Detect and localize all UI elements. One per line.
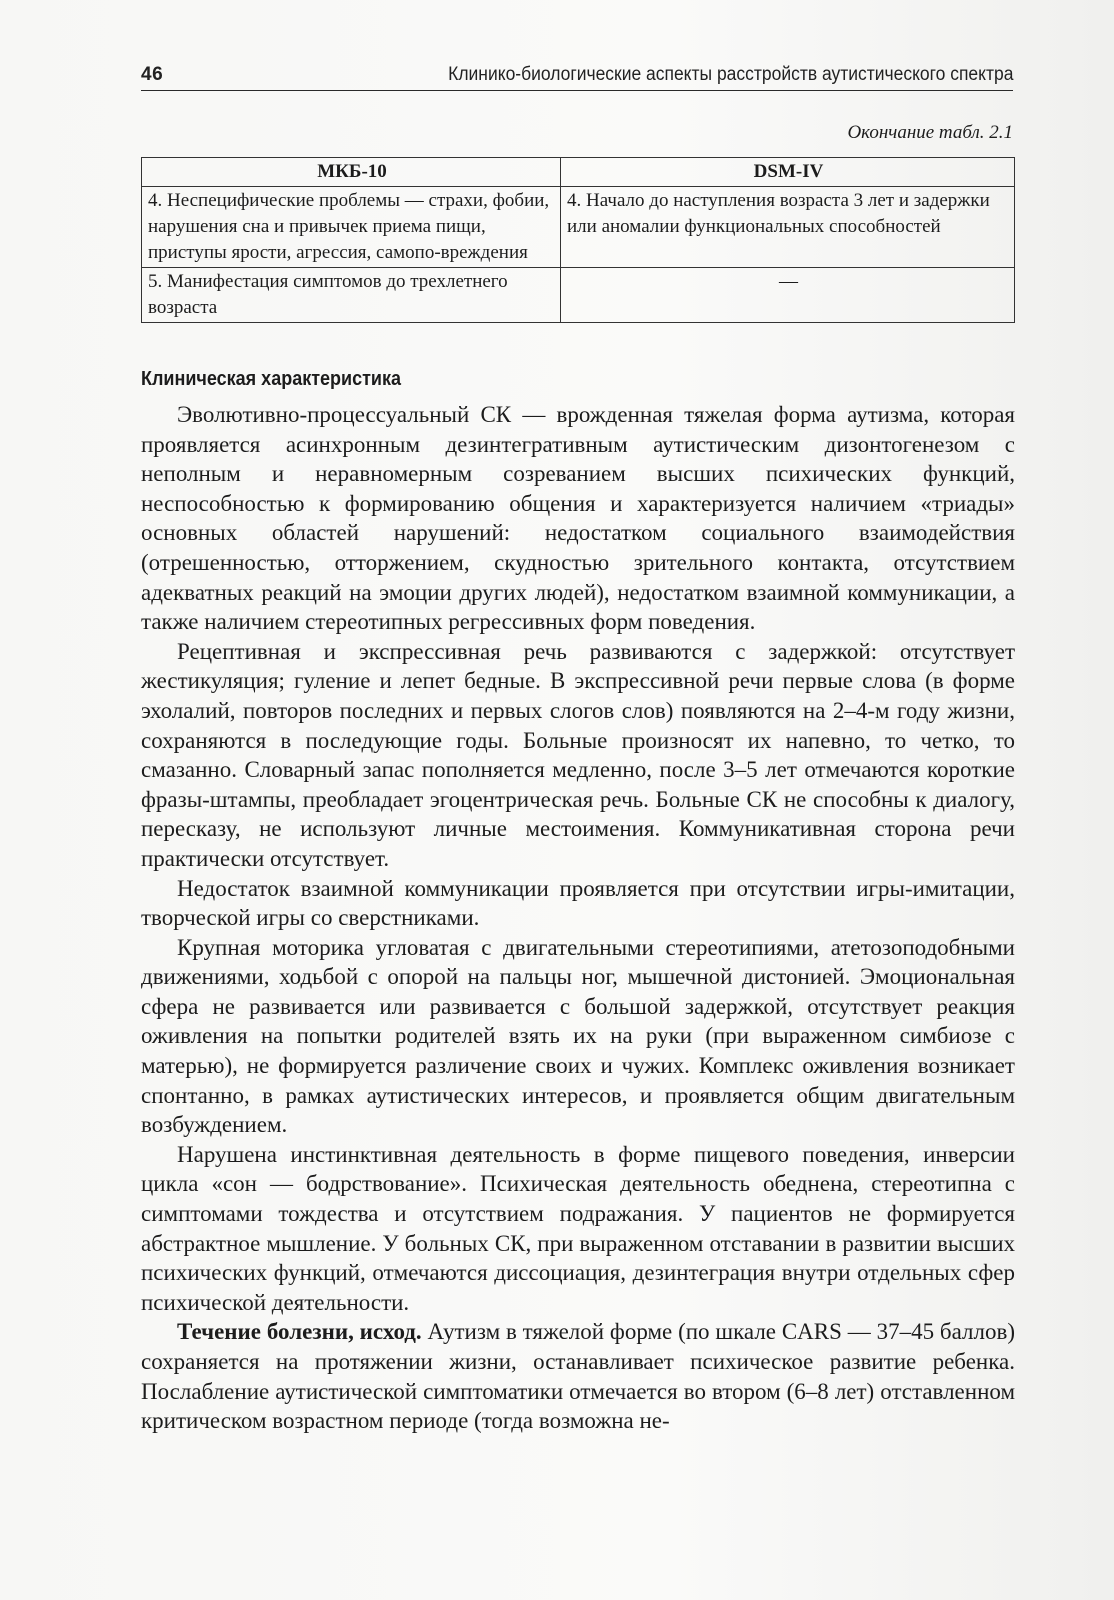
table-row — [142, 187, 1015, 268]
paragraph: Крупная моторика угловатая с двигательными стереотипиями, атетозоподобными движениями, ходьбой с опорой на пальцы ног, мышечной дистонией. Эмоциональная сфера не развивается или развивается с большой задержкой, отсутствует реакция оживления на попытки родителей взять их на руки (при выраженном симбиозе с матерью), не формируется различение своих и чужих. Комплекс оживления возникает спонтанно, в рамках аутистических интересов, и проявляется общим двигательным возбуждением. — [141, 934, 1015, 1138]
criteria-table — [141, 157, 1015, 323]
paragraph: Рецептивная и экспрессивная речь развиваются с задержкой: отсутствует жестикуляция; гуление и лепет бедные. В экспрессивной речи первые слова (в форме эхолалий, повторов последних и первых слогов слов) появляются на 2–4-м году жизни, сохраняются в последующие годы. Больные произносят их напевно, то четко, то смазанно. Словарный запас пополняется медленно, после 3–5 лет отмечаются короткие фразы-штампы, преобладает эгоцентрическая речь. Больные СК не способны к диалогу, пересказу, не используют личные местоимения. Коммуникативная сторона речи практически отсутствует. — [141, 638, 1015, 871]
running-head — [141, 64, 1013, 91]
table-row — [142, 268, 1015, 323]
running-title: Клинико-биологические аспекты расстройств аутистического спектра — [447, 64, 1013, 85]
table-cell-icd10: 5. Манифестация симптомов до трехлетнего возраста — [142, 268, 561, 323]
table-caption: Окончание табл. 2.1 — [847, 122, 1013, 143]
paragraph-lead-in: Течение болезни, исход. — [177, 1319, 422, 1345]
section-heading: Клиническая характеристика — [141, 368, 402, 390]
table-header-row — [142, 158, 1015, 187]
page-number: 46 — [141, 64, 164, 85]
paragraph: Нарушена инстинктивная деятельность в форме пищевого поведения, инверсии цикла «сон — бодрствование». Психическая деятельность обеднена, стереотипна с симптомами тождества и отсутствием подражания. У пациентов не формируется абстрактное мышление. У больных СК, при выраженном отставании в развитии высших психических функций, отмечаются диссоциация, дезинтеграция внутри отдельных сфер психической деятельности. — [141, 1141, 1015, 1315]
paragraph: Недостаток взаимной коммуникации проявляется при отсутствии игры-имитации, творческой игры со сверстниками. — [141, 875, 1015, 931]
paragraph-continuation: Аутизм в тяжелой форме (по шкале CARS — 37–45 баллов) сохраняется на протяжении жизни, останавливает психическое развитие ребенка. Послабление аутистической симптоматики отмечается во втором (6–8 лет) отставленном критическом возрастном периоде (тогда возможна не- — [141, 1319, 1016, 1434]
table-cell-dsm4: 4. Начало до наступления возраста 3 лет и задержки или аномалии функциональных способностей — [561, 187, 1015, 268]
table-cell-icd10: 4. Неспецифические проблемы — страхи, фобии, нарушения сна и привычек приема пищи, приступы ярости, агрессия, самопо-вреждения — [142, 187, 561, 268]
paragraph-course — [141, 1317, 1015, 1435]
paragraph: Эволютивно-процессуальный СК — врожденная тяжелая форма аутизма, которая проявляется асинхронным дезинтегративным аутистическим дизонтогенезом с неполным и неравномерным созреванием высших психических функций, неспособностью к формированию общения и характеризуется наличием «триады» основных областей нарушений: недостатком социального взаимодействия (отрешенностью, отторжением, скудностью зрительного контакта, отсутствием адекватных реакций на эмоции других людей), недостатком взаимной коммуникации, а также наличием стереотипных регрессивных форм поведения. — [141, 402, 1015, 635]
column-header-icd10: МКБ-10 — [142, 158, 561, 187]
column-header-dsm4: DSM-IV — [561, 158, 1015, 187]
table-cell-dsm4: — — [561, 268, 1015, 323]
body-text — [141, 400, 1015, 1436]
